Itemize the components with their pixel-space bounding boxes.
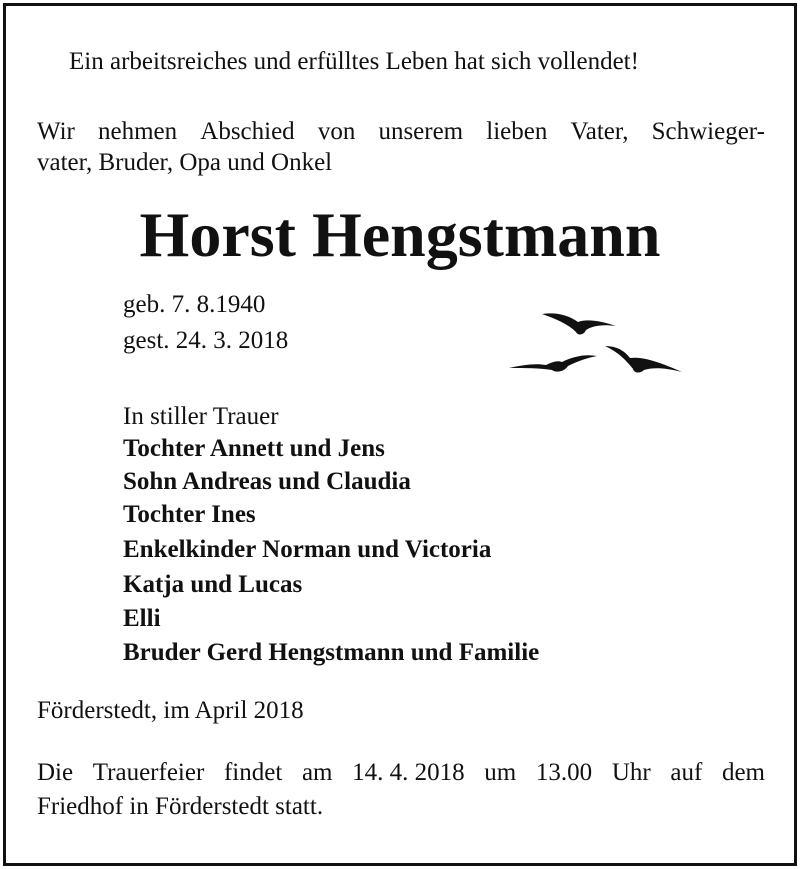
funeral-word: findet (223, 759, 283, 786)
funeral-word: um (484, 759, 517, 786)
mourning-heading: In stiller Trauer (123, 403, 279, 430)
mourner-name: Tochter Ines (123, 501, 256, 528)
mourner-name: Enkelkinder Norman und Victoria (123, 536, 492, 563)
deceased-name: Horst Hengstmann (139, 199, 661, 270)
intro-word: lieben (486, 118, 548, 145)
intro-word: von (317, 118, 356, 145)
intro-word: Schwieger- (651, 118, 765, 145)
obituary-notice (3, 3, 797, 866)
birds-icon (506, 302, 686, 382)
intro-word: Vater, (570, 118, 629, 145)
mourner-name: Tochter Annett und Jens (123, 435, 385, 462)
intro-line-1 (37, 117, 765, 147)
funeral-line-2: Friedhof in Förderstedt statt. (37, 793, 324, 820)
intro-word: nehmen (98, 118, 178, 145)
intro-line-2: vater, Bruder, Opa und Onkel (37, 149, 333, 176)
funeral-word: 14. 4. 2018 (352, 759, 465, 786)
mourner-name: Sohn Andreas und Claudia (123, 468, 411, 495)
funeral-word: Trauerfeier (92, 759, 205, 786)
mourner-name: Katja und Lucas (123, 571, 303, 598)
headline: Ein arbeitsreiches und erfülltes Leben hat sich vollendet! (69, 48, 639, 75)
death-date: gest. 24. 3. 2018 (123, 327, 289, 354)
birth-date: geb. 7. 8.1940 (123, 291, 266, 318)
intro-word: unserem (378, 118, 464, 145)
intro-word: Abschied (200, 118, 295, 145)
funeral-word: auf (670, 759, 703, 786)
funeral-word: am (301, 759, 333, 786)
mourner-name: Elli (123, 605, 161, 632)
funeral-word: Uhr (611, 759, 651, 786)
funeral-word: dem (721, 759, 765, 786)
funeral-word: 13.00 (535, 759, 593, 786)
place-date: Förderstedt, im April 2018 (37, 697, 304, 724)
funeral-line-1 (37, 758, 765, 788)
funeral-word: Die (37, 759, 74, 786)
intro-word: Wir (37, 118, 75, 145)
mourner-name: Bruder Gerd Hengstmann und Familie (123, 639, 540, 666)
